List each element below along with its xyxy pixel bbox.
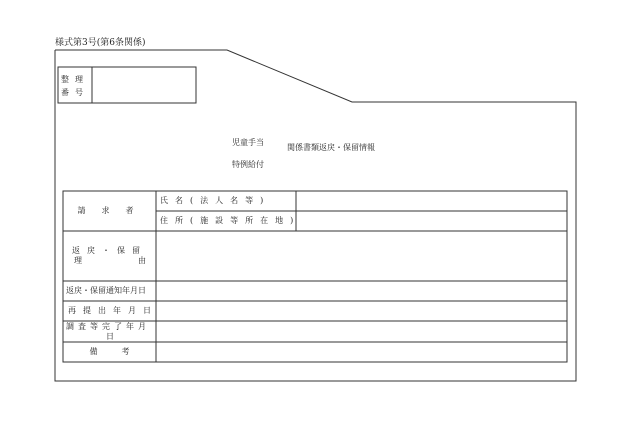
reason-label-line2	[70, 256, 202, 266]
form-number: 様式第3号(第6条関係)	[55, 38, 146, 48]
reason-label-line2-text: 理由	[74, 256, 202, 265]
remarks-label: 備考	[89, 347, 154, 356]
name-label: 氏名(法人名等)	[160, 196, 271, 205]
reference-number-label	[60, 73, 90, 99]
reason-field[interactable]	[157, 232, 566, 280]
allowance-child: 児童手当	[232, 138, 264, 147]
investigation-date-label	[66, 322, 154, 342]
resubmission-date-label: 再提出年月日	[68, 306, 158, 315]
reference-label-line1: 整理	[61, 75, 89, 84]
resubmission-date-field[interactable]	[157, 302, 566, 320]
notice-date-label: 返戻・保留通知年月日	[66, 286, 146, 295]
reference-label-line2: 番号	[61, 88, 89, 97]
allowance-types	[232, 132, 264, 176]
reason-label-line1: 返戻・保留	[72, 246, 147, 255]
form-subject: 関係書類返戻・保留情報	[287, 143, 375, 152]
remarks-field[interactable]	[157, 343, 566, 361]
claimant-label: 請求者	[77, 206, 150, 215]
notice-date-field[interactable]	[157, 282, 566, 300]
investigation-date-field[interactable]	[157, 322, 566, 341]
reason-label	[70, 246, 202, 266]
investigation-label-line1: 調査等完了年月	[66, 322, 150, 331]
address-label: 住所(施設等所在地)	[160, 216, 301, 225]
address-field[interactable]	[297, 212, 566, 230]
allowance-special: 特例給付	[232, 160, 264, 169]
investigation-label-line2: 日	[106, 332, 114, 341]
name-field[interactable]	[297, 192, 566, 210]
reference-number-field[interactable]	[93, 68, 195, 102]
